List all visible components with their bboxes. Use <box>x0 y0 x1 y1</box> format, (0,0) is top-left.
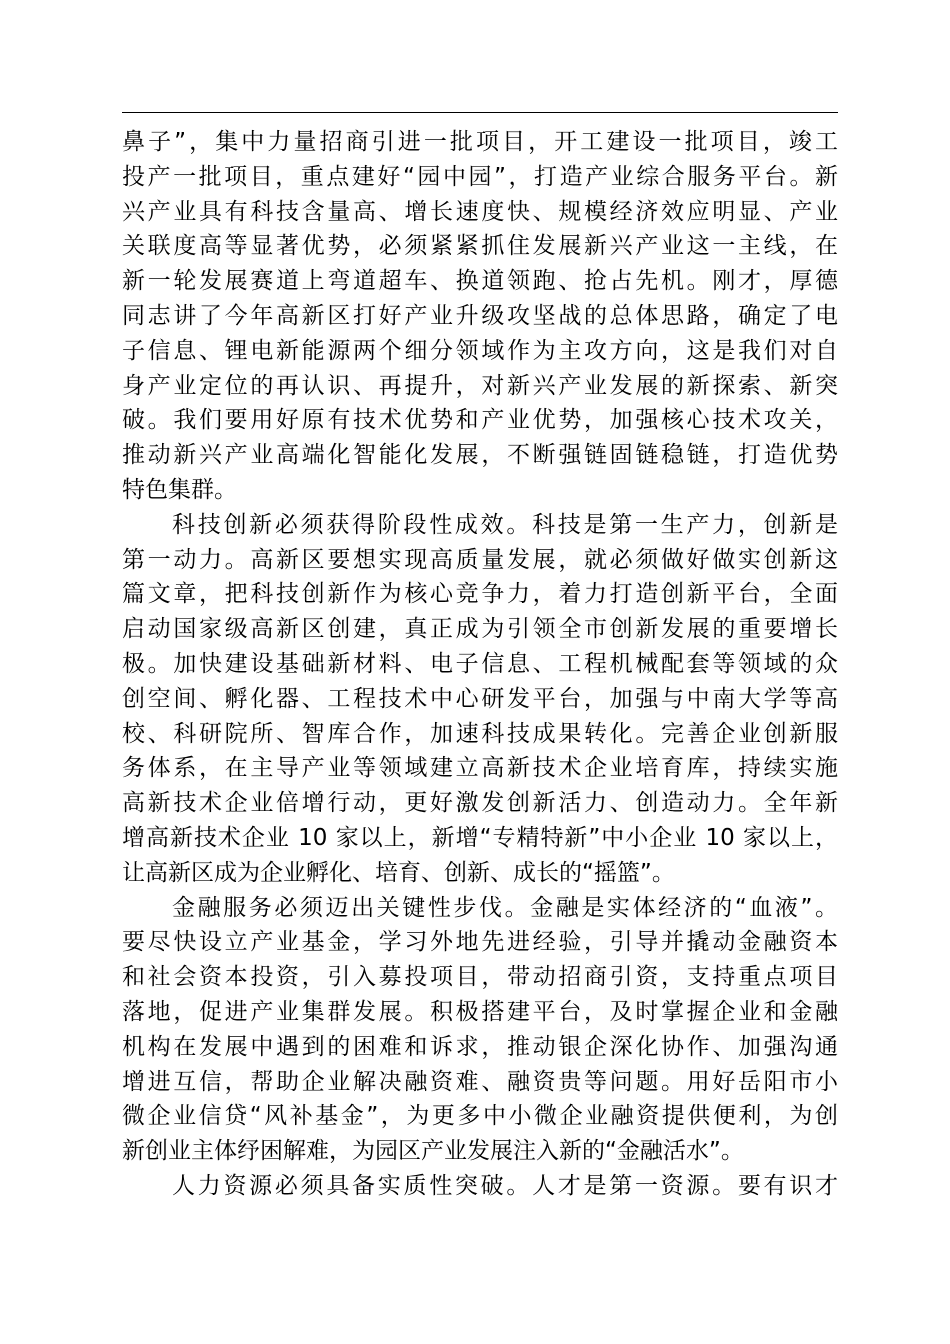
text-line: 高新技术企业倍增行动，更好激发创新活力、创造动力。全年新 <box>122 790 838 817</box>
paragraph-first-line: 科技创新必须获得阶段性成效。科技是第一生产力，创新是 <box>172 511 838 538</box>
text-line: 新创业主体纾困解难，为园区产业发展注入新的“金融活水”。 <box>122 1138 744 1165</box>
text-line: 篇文章，把科技创新作为核心竞争力，着力打造创新平台，全面 <box>122 581 838 608</box>
text-line: 让高新区成为企业孵化、培育、创新、成长的“摇篮”。 <box>122 859 675 886</box>
text-line: 校、科研院所、智库合作，加速科技成果转化。完善企业创新服 <box>122 720 838 747</box>
text-line: 极。加快建设基础新材料、电子信息、工程机械配套等领域的众 <box>122 650 838 677</box>
text-line: 和社会资本投资，引入募投项目，带动招商引资，支持重点项目 <box>122 964 838 991</box>
paragraph-first-line: 金融服务必须迈出关键性步伐。金融是实体经济的“血液”。 <box>172 894 838 921</box>
text-line: 微企业信贷“风补基金”，为更多中小微企业融资提供便利，为创 <box>122 1103 838 1130</box>
text-line: 投产一批项目，重点建好“园中园”，打造产业综合服务平台。新 <box>122 163 838 190</box>
text-line: 兴产业具有科技含量高、增长速度快、规模经济效应明显、产业 <box>122 198 838 225</box>
text-line: 要尽快设立产业基金，学习外地先进经验，引导并撬动金融资本 <box>122 929 838 956</box>
paragraph-first-line: 人力资源必须具备实质性突破。人才是第一资源。要有识才 <box>172 1172 838 1199</box>
text-line: 机构在发展中遇到的困难和诉求，推动银企深化协作、加强沟通 <box>122 1033 838 1060</box>
text-line: 身产业定位的再认识、再提升，对新兴产业发展的新探索、新突 <box>122 372 838 399</box>
text-line: 鼻子”，集中力量招商引进一批项目，开工建设一批项目，竣工 <box>122 129 838 155</box>
text-line: 增高新技术企业 10 家以上，新增“专精特新”中小企业 10 家以上， <box>122 824 838 851</box>
text-line: 推动新兴产业高端化智能化发展，不断强链固链稳链，打造优势 <box>122 442 838 469</box>
text-line: 特色集群。 <box>122 476 237 503</box>
text-line: 第一动力。高新区要想实现高质量发展，就必须做好做实创新这 <box>122 546 838 573</box>
text-line: 创空间、孵化器、工程技术中心研发平台，加强与中南大学等高 <box>122 685 838 712</box>
text-line: 破。我们要用好原有技术优势和产业优势，加强核心技术攻关， <box>122 407 838 434</box>
document-body <box>122 125 838 1204</box>
text-line: 新一轮发展赛道上弯道超车、换道领跑、抢占先机。刚才，厚德 <box>122 268 838 295</box>
text-line: 子信息、锂电新能源两个细分领域作为主攻方向，这是我们对自 <box>122 337 838 364</box>
text-line: 落地，促进产业集群发展。积极搭建平台，及时掌握企业和金融 <box>122 998 838 1025</box>
text-line: 同志讲了今年高新区打好产业升级攻坚战的总体思路，确定了电 <box>122 302 838 329</box>
text-line: 启动国家级高新区创建，真正成为引领全市创新发展的重要增长 <box>122 616 838 643</box>
text-line: 关联度高等显著优势，必须紧紧抓住发展新兴产业这一主线，在 <box>122 233 838 260</box>
header-rule <box>122 112 838 113</box>
text-line: 务体系，在主导产业等领域建立高新技术企业培育库，持续实施 <box>122 755 838 782</box>
text-line: 增进互信，帮助企业解决融资难、融资贵等问题。用好岳阳市小 <box>122 1068 838 1095</box>
